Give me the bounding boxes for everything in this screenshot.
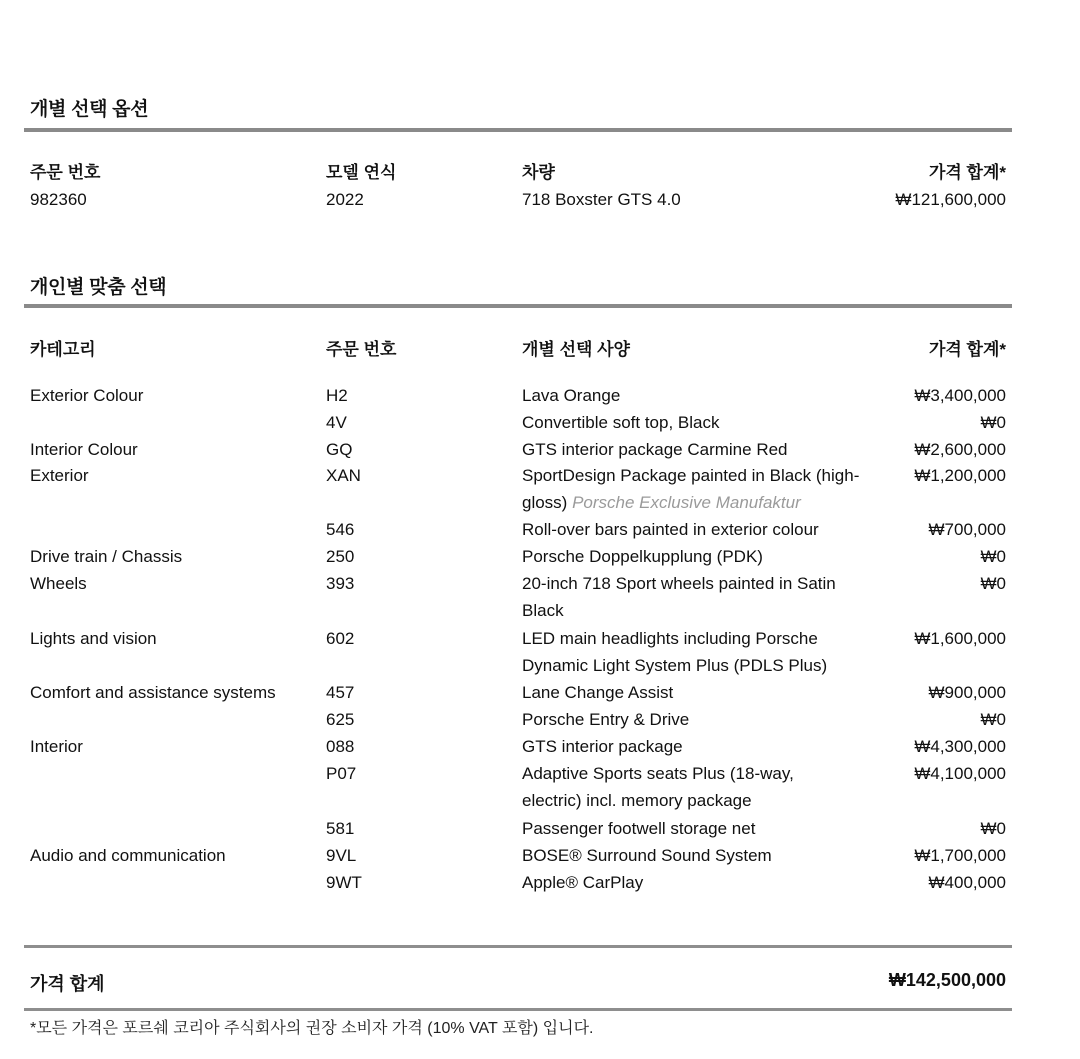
row-spec bbox=[522, 760, 867, 814]
header-category: 카테고리 bbox=[30, 340, 96, 359]
header-model-year: 모델 연식 bbox=[326, 163, 397, 182]
row-price: ₩0 bbox=[980, 413, 1006, 432]
header-order-no: 주문 번호 bbox=[30, 163, 101, 182]
header-code: 주문 번호 bbox=[326, 340, 397, 359]
row-code: 250 bbox=[326, 547, 355, 566]
header-price: 가격 합계* bbox=[928, 340, 1006, 359]
row-spec-line2: gloss) bbox=[522, 493, 568, 512]
row-price: ₩0 bbox=[980, 547, 1006, 566]
grand-total-value: ₩142,500,000 bbox=[888, 970, 1006, 990]
row-spec: Porsche Doppelkupplung (PDK) bbox=[522, 547, 763, 566]
row-category: Drive train / Chassis bbox=[30, 547, 183, 566]
row-category: Interior Colour bbox=[30, 440, 138, 459]
row-spec: Lane Change Assist bbox=[522, 683, 674, 702]
row-code: 9WT bbox=[326, 873, 362, 892]
order-number: 982360 bbox=[30, 190, 87, 209]
row-spec-line1: SportDesign Package painted in Black (high- bbox=[522, 466, 860, 485]
row-spec: Lava Orange bbox=[522, 386, 621, 405]
vehicle-name: 718 Boxster GTS 4.0 bbox=[522, 190, 681, 209]
row-spec: Convertible soft top, Black bbox=[522, 413, 720, 432]
row-code: P07 bbox=[326, 764, 357, 783]
row-price: ₩400,000 bbox=[928, 873, 1006, 892]
row-category: Audio and communication bbox=[30, 846, 226, 865]
price-footnote: *모든 가격은 포르쉐 코리아 주식회사의 권장 소비자 가격 (10% VAT 포함) 입니다. bbox=[30, 1020, 594, 1037]
row-spec-line1: LED main headlights including Porsche bbox=[522, 629, 818, 648]
row-spec-note: Porsche Exclusive Manufaktur bbox=[572, 493, 801, 512]
row-spec-line1: 20-inch 718 Sport wheels painted in Satin bbox=[522, 574, 836, 593]
footer-divider bbox=[24, 1008, 1012, 1011]
row-category: Wheels bbox=[30, 574, 87, 593]
row-spec-line1: Adaptive Sports seats Plus (18-way, bbox=[522, 764, 794, 783]
row-price: ₩700,000 bbox=[928, 520, 1006, 539]
grand-total-label: 가격 합계 bbox=[30, 974, 105, 994]
section-divider bbox=[24, 304, 1012, 308]
row-spec bbox=[522, 570, 867, 624]
row-code: 393 bbox=[326, 574, 355, 593]
header-spec: 개별 선택 사양 bbox=[522, 340, 630, 359]
row-spec: GTS interior package Carmine Red bbox=[522, 440, 788, 459]
row-code: 602 bbox=[326, 629, 355, 648]
row-price: ₩4,300,000 bbox=[914, 737, 1006, 756]
row-category: Exterior bbox=[30, 466, 89, 485]
row-code: H2 bbox=[326, 386, 348, 405]
row-price: ₩900,000 bbox=[928, 683, 1006, 702]
row-spec: Passenger footwell storage net bbox=[522, 819, 756, 838]
row-spec: Apple® CarPlay bbox=[522, 873, 644, 892]
row-code: GQ bbox=[326, 440, 353, 459]
row-spec-line2: Dynamic Light System Plus (PDLS Plus) bbox=[522, 656, 828, 675]
base-price: ₩121,600,000 bbox=[895, 190, 1006, 209]
row-price: ₩1,200,000 bbox=[914, 466, 1006, 485]
row-spec: BOSE® Surround Sound System bbox=[522, 846, 772, 865]
row-spec-line2: electric) incl. memory package bbox=[522, 791, 752, 810]
row-code: 625 bbox=[326, 710, 355, 729]
row-category: Interior bbox=[30, 737, 83, 756]
row-code: 4V bbox=[326, 413, 347, 432]
row-price: ₩3,400,000 bbox=[914, 386, 1006, 405]
row-price: ₩0 bbox=[980, 574, 1006, 593]
row-category: Lights and vision bbox=[30, 629, 157, 648]
section-title-options: 개별 선택 옵션 bbox=[30, 99, 149, 120]
row-spec: GTS interior package bbox=[522, 737, 683, 756]
row-spec-line2: Black bbox=[522, 601, 564, 620]
row-code: 9VL bbox=[326, 846, 357, 865]
row-code: 088 bbox=[326, 737, 355, 756]
total-divider bbox=[24, 945, 1012, 948]
header-vehicle: 차량 bbox=[522, 163, 555, 182]
row-price: ₩0 bbox=[980, 710, 1006, 729]
row-code: 581 bbox=[326, 819, 355, 838]
header-total: 가격 합계* bbox=[928, 163, 1006, 182]
section-title-personal: 개인별 맞춤 선택 bbox=[30, 277, 167, 298]
row-price: ₩4,100,000 bbox=[914, 764, 1006, 783]
row-category: Comfort and assistance systems bbox=[30, 683, 276, 702]
row-price: ₩1,700,000 bbox=[914, 846, 1006, 865]
row-spec bbox=[522, 462, 867, 516]
row-category: Exterior Colour bbox=[30, 386, 144, 405]
row-price: ₩1,600,000 bbox=[914, 629, 1006, 648]
row-price: ₩2,600,000 bbox=[914, 440, 1006, 459]
row-price: ₩0 bbox=[980, 819, 1006, 838]
row-code: 546 bbox=[326, 520, 355, 539]
model-year: 2022 bbox=[326, 190, 364, 209]
section-divider bbox=[24, 128, 1012, 132]
row-spec bbox=[522, 625, 867, 679]
row-spec: Roll-over bars painted in exterior colour bbox=[522, 520, 819, 539]
row-code: 457 bbox=[326, 683, 355, 702]
row-code: XAN bbox=[326, 466, 361, 485]
row-spec: Porsche Entry & Drive bbox=[522, 710, 690, 729]
